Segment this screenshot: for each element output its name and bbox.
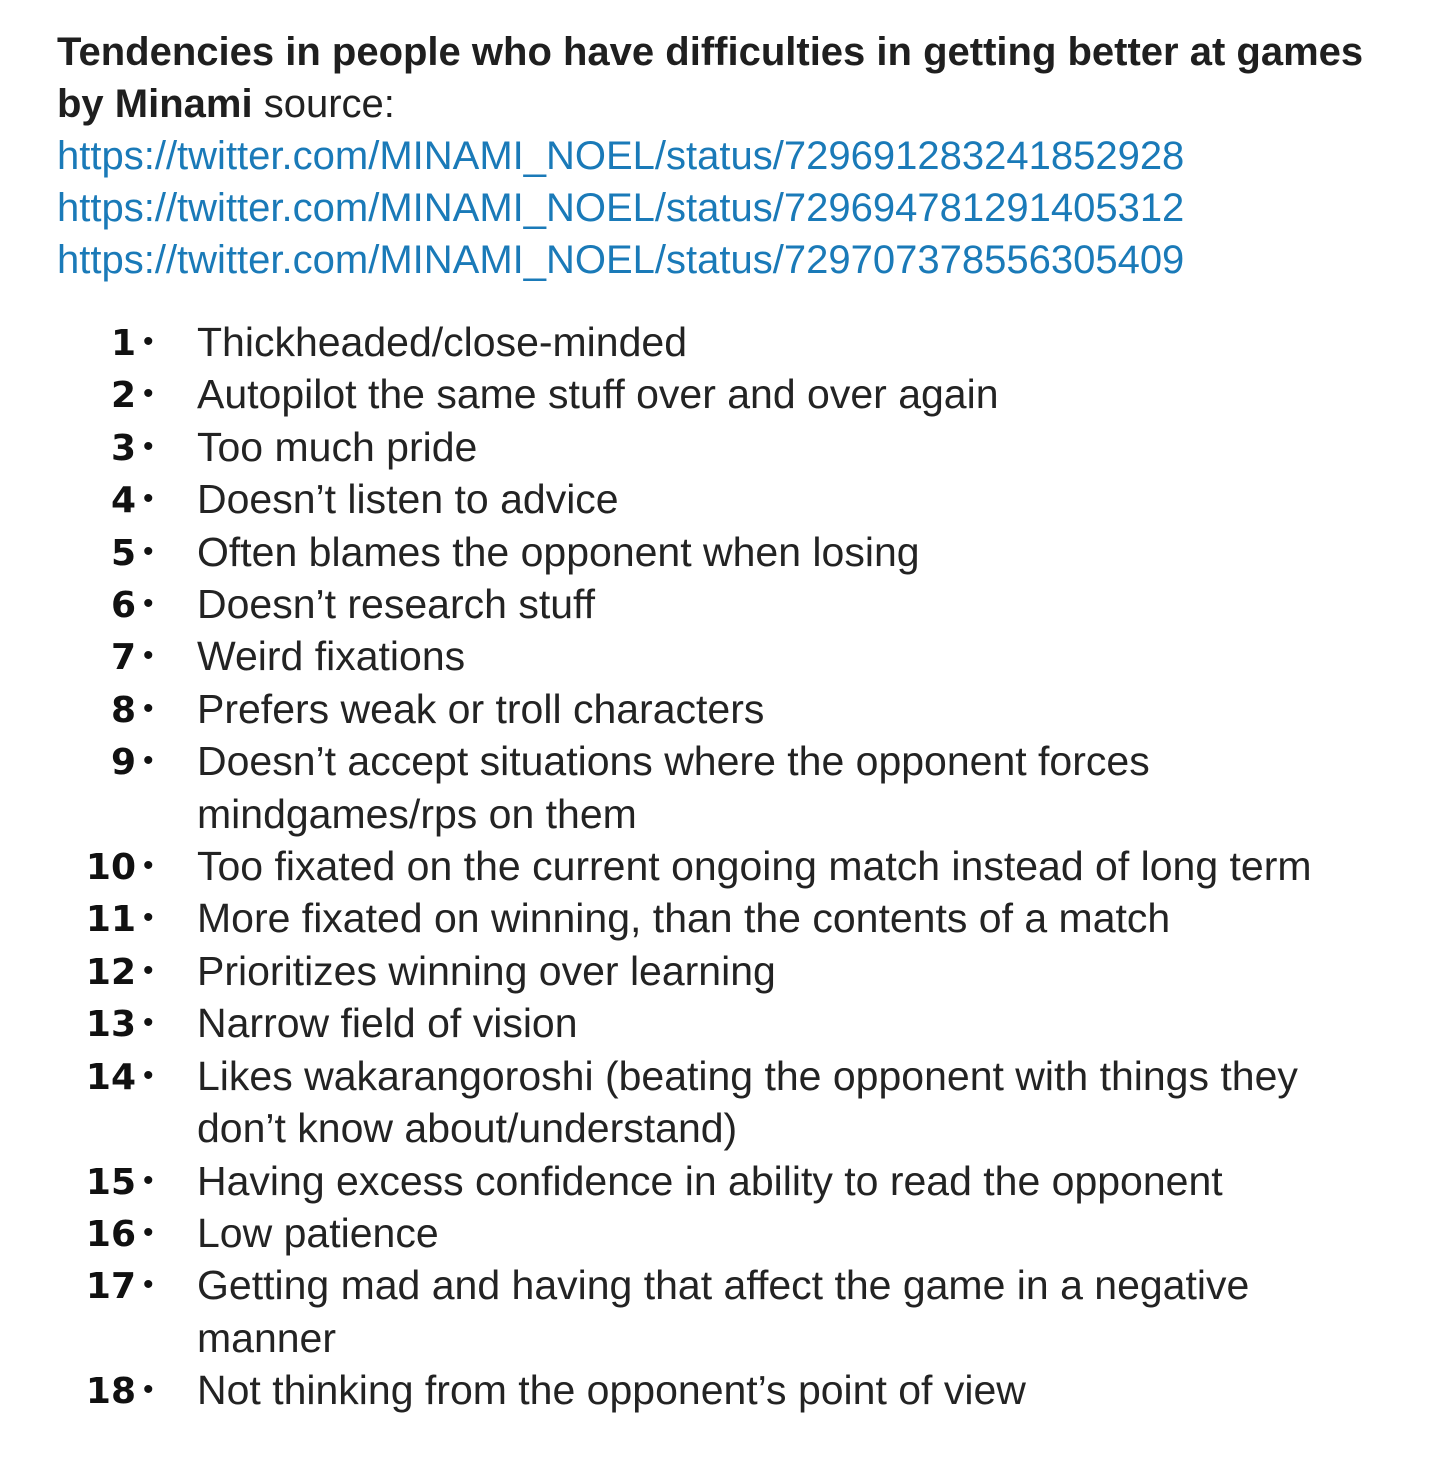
source-label: source: (263, 82, 395, 126)
item-number: 8 (110, 689, 136, 731)
list-item (0, 1259, 1440, 1364)
bullet-icon: • (143, 534, 154, 568)
bullet-icon: • (143, 482, 154, 516)
item-number: 5 (110, 532, 136, 574)
list-item (0, 945, 1440, 997)
bullet-icon: • (143, 1268, 154, 1302)
item-text: More fixated on winning, than the contents of a match (197, 895, 1171, 942)
item-number: 16 (85, 1213, 136, 1255)
title-line (57, 26, 1417, 130)
item-text: Prioritizes winning over learning (197, 947, 776, 994)
source-link-2[interactable]: https://twitter.com/MINAMI_NOEL/status/729694781291405312 (57, 186, 1185, 230)
item-text: Having excess confidence in ability to read the opponent (197, 1157, 1223, 1204)
list-item (0, 421, 1440, 473)
bullet-icon: • (143, 325, 154, 358)
item-number: 14 (85, 1056, 136, 1098)
item-number: 13 (85, 1004, 136, 1046)
item-number: 4 (110, 480, 136, 522)
item-number: 18 (85, 1371, 136, 1413)
bullet-icon: • (143, 1006, 154, 1040)
list-item (0, 630, 1440, 682)
bullet-icon: • (143, 849, 154, 883)
list-item (0, 735, 1440, 840)
list-item (0, 997, 1440, 1049)
bullet-icon: • (143, 691, 154, 725)
bullet-icon: • (143, 587, 154, 621)
list-item (0, 1364, 1440, 1416)
item-text: Too much pride (197, 423, 478, 470)
list-item (0, 1155, 1440, 1207)
list-item (0, 316, 1440, 368)
item-number: 17 (85, 1266, 136, 1308)
bullet-icon: • (143, 639, 154, 673)
bullet-icon: • (143, 377, 154, 411)
item-text: Not thinking from the opponent’s point of view (197, 1367, 1026, 1414)
source-link-1[interactable]: https://twitter.com/MINAMI_NOEL/status/729691283241852928 (57, 134, 1185, 178)
list-item (0, 578, 1440, 630)
item-text: Too fixated on the current ongoing match instead of long term (197, 843, 1312, 890)
item-text: Low patience (197, 1209, 439, 1256)
item-text: Doesn’t listen to advice (197, 476, 619, 523)
item-number: 1 (110, 323, 136, 364)
item-text: Weird fixations (197, 633, 466, 680)
source-link-3[interactable]: https://twitter.com/MINAMI_NOEL/status/729707378556305409 (57, 238, 1185, 282)
document-title: Tendencies in people who have difficulties in getting better at games by Minami (57, 30, 1364, 126)
list-item (0, 368, 1440, 420)
bullet-icon: • (143, 744, 154, 778)
list-item (0, 473, 1440, 525)
bullet-icon: • (143, 429, 154, 463)
item-number: 2 (110, 375, 136, 417)
bullet-icon: • (143, 953, 154, 987)
bullet-icon: • (143, 1163, 154, 1197)
list-item (0, 526, 1440, 578)
item-text: Often blames the opponent when losing (197, 528, 920, 575)
item-number: 11 (85, 899, 136, 941)
list-item (0, 840, 1440, 892)
list-item (0, 683, 1440, 735)
item-text: Likes wakarangoroshi (beating the opponent with things they don’t know about/understand) (197, 1052, 1298, 1152)
item-text: Autopilot the same stuff over and over again (197, 371, 999, 418)
item-number: 10 (85, 847, 136, 889)
item-number: 7 (110, 637, 136, 679)
item-text: Thickheaded/close-minded (197, 319, 687, 365)
item-text: Getting mad and having that affect the game in a negative manner (197, 1262, 1250, 1361)
bullet-icon: • (143, 1058, 154, 1092)
list-item (0, 1050, 1440, 1155)
document-header (57, 26, 1417, 286)
list-item (0, 892, 1440, 944)
bullet-icon: • (143, 1373, 154, 1407)
bullet-icon: • (143, 901, 154, 935)
item-text: Prefers weak or troll characters (197, 685, 765, 732)
item-number: 3 (110, 427, 136, 469)
tendencies-list (0, 316, 1440, 1417)
item-number: 15 (85, 1161, 136, 1203)
list-item (0, 1207, 1440, 1259)
item-text: Narrow field of vision (197, 1000, 578, 1047)
item-number: 6 (110, 585, 136, 627)
bullet-icon: • (143, 1215, 154, 1249)
item-number: 12 (85, 951, 136, 993)
item-text: Doesn’t accept situations where the opponent forces mindgames/rps on them (197, 738, 1150, 837)
item-number: 9 (110, 742, 136, 784)
item-text: Doesn’t research stuff (197, 581, 596, 628)
